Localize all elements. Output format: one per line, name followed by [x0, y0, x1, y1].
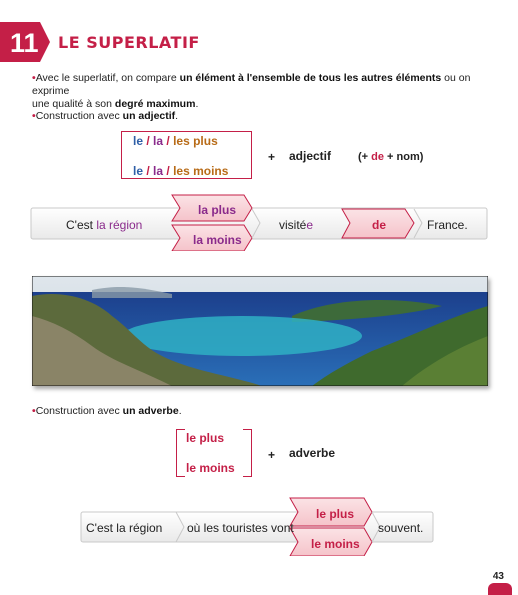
separator: / [143, 164, 154, 178]
plus-sign: + [268, 150, 276, 164]
chapter-number: 11 [10, 28, 39, 58]
construction-adjectif [32, 110, 178, 123]
construction-adverbe [32, 405, 182, 418]
formula-adv-line1: le plus [186, 431, 225, 445]
pill-la-moins: la moins [193, 233, 242, 247]
sentence-text: visité [279, 218, 307, 232]
sentence-adv-part1: C'est la région [86, 521, 163, 535]
bracket-left [176, 429, 185, 477]
construction-bold: un adverbe [122, 405, 179, 417]
bullet-icon: • [32, 72, 36, 84]
bullet-icon: • [32, 405, 36, 417]
extra-open: (+ [358, 151, 372, 163]
article-la: la [153, 164, 164, 178]
sentence-highlight: la région [96, 218, 143, 232]
page-tab [488, 583, 512, 595]
formula-extra [358, 151, 423, 163]
construction-bold: un adjectif [122, 110, 176, 122]
formula-adv-line2: le moins [186, 461, 235, 475]
pill-de: de [372, 218, 387, 232]
construction-text: . [178, 405, 182, 417]
formula-word-adverbe: adverbe [289, 446, 336, 460]
intro-text: . [195, 98, 199, 110]
sentence-adv-part2: où les touristes vont [187, 521, 294, 535]
coastline-photo [32, 276, 488, 386]
intro-bold: un élément à l'ensemble de tous les autres éléments [179, 72, 442, 84]
bullet-icon: • [32, 110, 36, 122]
construction-text: . [175, 110, 179, 122]
pill-le-moins: le moins [311, 537, 360, 551]
sentence-adj-part1 [66, 218, 142, 232]
intro-text: Avec le superlatif, on compare [35, 72, 180, 84]
intro-text: une qualité à son [32, 98, 115, 110]
separator: / [163, 134, 174, 148]
article-les-moins: les moins [173, 164, 229, 178]
sentence-adv-end: souvent. [378, 521, 424, 535]
article-la: la [153, 134, 164, 148]
intro-paragraph [32, 72, 502, 111]
chapter-title: LE SUPERLATIF [58, 33, 200, 52]
pill-le-plus: le plus [316, 507, 355, 521]
separator: / [143, 134, 154, 148]
intro-bold: degré maximum [114, 98, 196, 110]
agreement-e: e [306, 218, 314, 232]
separator: / [163, 164, 174, 178]
article-le: le [133, 164, 144, 178]
sentence-adj-end: France. [427, 218, 468, 232]
article-les-plus: les plus [173, 134, 218, 148]
formula-adj-line2 [133, 164, 228, 178]
page-number: 43 [492, 571, 504, 582]
formula-adj-line1 [133, 134, 218, 148]
pill-la-plus: la plus [198, 203, 237, 217]
extra-de: de [371, 151, 384, 163]
extra-close: + nom) [384, 151, 424, 163]
bracket-right [243, 131, 252, 179]
article-le: le [133, 134, 144, 148]
formula-word-adjectif: adjectif [289, 149, 332, 163]
sentence-text: C'est [66, 218, 97, 232]
plus-sign: + [268, 448, 276, 462]
bracket-left [121, 131, 130, 179]
construction-text: Construction avec [35, 110, 123, 122]
intro-text: ou on exprime [32, 72, 471, 97]
sentence-adj-visitee [279, 218, 313, 232]
construction-text: Construction avec [35, 405, 123, 417]
bracket-right [243, 429, 252, 477]
